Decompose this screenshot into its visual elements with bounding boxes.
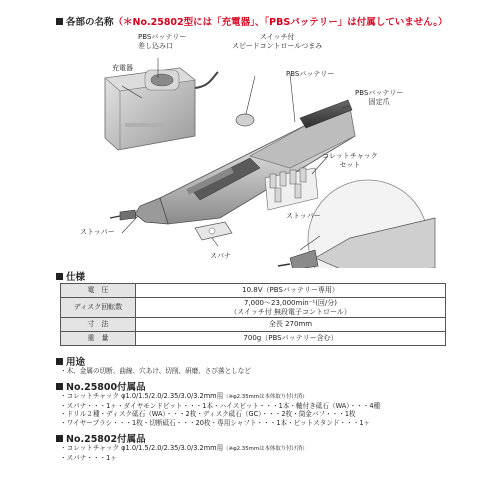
page-heading [56,14,448,28]
list-item: ・コレットチャック φ1.0/1.5/2.0/2.35/3.0/3.2mm用（※φ2.35mmは本体取り付け済） [60,392,308,400]
heading-note: （＊No.25802型には「充電器」、「PBSバッテリー」は付属していません。） [113,17,448,28]
usage-heading: 用途 [56,354,85,368]
spec-key: 重 量 [61,332,136,346]
spec-key: ディスク回転数 [61,298,136,318]
label-battery-slot: PBSバッテリー 差し込み口 [138,33,187,50]
usage-text: ・木、金属の切断、曲線、穴あけ、切削、研磨、さび落としなど [60,367,251,375]
heading-square-icon [56,18,63,25]
label-charger: 充電器 [112,64,133,72]
spec-square-icon [56,273,63,280]
heading-prefix: 各部の名称 [66,17,114,28]
spec-table [60,283,446,346]
spec-value: 7,000〜23,000min⁻¹(回/分) （スイッチ付 無段電子コントロール） [136,298,446,318]
list-item: ・スパナ・・・1ヶ・ダイヤモンドビット・・・1本・ハイスビット・・・1本・軸付き砥石（WA）・・・4種 [60,401,381,410]
acc25802-heading: No.25802付属品 [56,431,146,445]
collet-set-image [265,168,318,210]
acc25800-heading: No.25800付属品 [56,379,146,393]
label-battery-claw: PBSバッテリー 固定爪 [355,89,404,106]
table-row [61,332,446,346]
list-item: ・ドリル２種・ディスク砥石（WA）・・・2枚・ディスク砥石（GC）・・・2枚・筒金バフ・・・1枚 [60,410,356,419]
spanner-image [195,222,232,240]
table-row [61,284,446,298]
label-switch: スイッチ付 スピードコントロールつまみ [232,33,323,50]
table-row [61,298,446,318]
charger-image [105,68,218,150]
spec-key: 寸 法 [61,318,136,332]
spec-heading: 仕様 [56,269,85,283]
label-spanner: スパナ [210,252,231,260]
label-battery: PBSバッテリー [286,70,335,78]
acc25800-list [60,392,380,427]
spec-key: 電 圧 [61,284,136,298]
label-collet-set: コレットチャック セット [322,152,378,169]
label-stopper-right: ストッパー [286,212,321,220]
spec-value: 全長 270mm [136,318,446,332]
table-row [61,318,446,332]
usage-square-icon [56,358,63,365]
spec-value: 700g（PBSバッテリー含む） [136,332,446,346]
acc25802-square-icon [56,435,63,442]
label-stopper-left: ストッパー [80,228,115,236]
list-item: ・ワイヤーブラシ・・・1枚・切断砥石・・・20枚・専用シャフト・・・1本・ビットスタンド・・・1ヶ [60,418,371,427]
spec-value: 10.8V（PBSバッテリー専用） [136,284,446,298]
acc25800-square-icon [56,383,63,390]
acc25802-list [60,444,308,462]
list-item: ・コレットチャック φ1.0/1.5/2.0/2.35/3.0/3.2mm用（※φ2.35mmは本体取り付け済） [60,444,308,452]
list-item: ・スパナ・・・1ヶ [60,453,117,462]
